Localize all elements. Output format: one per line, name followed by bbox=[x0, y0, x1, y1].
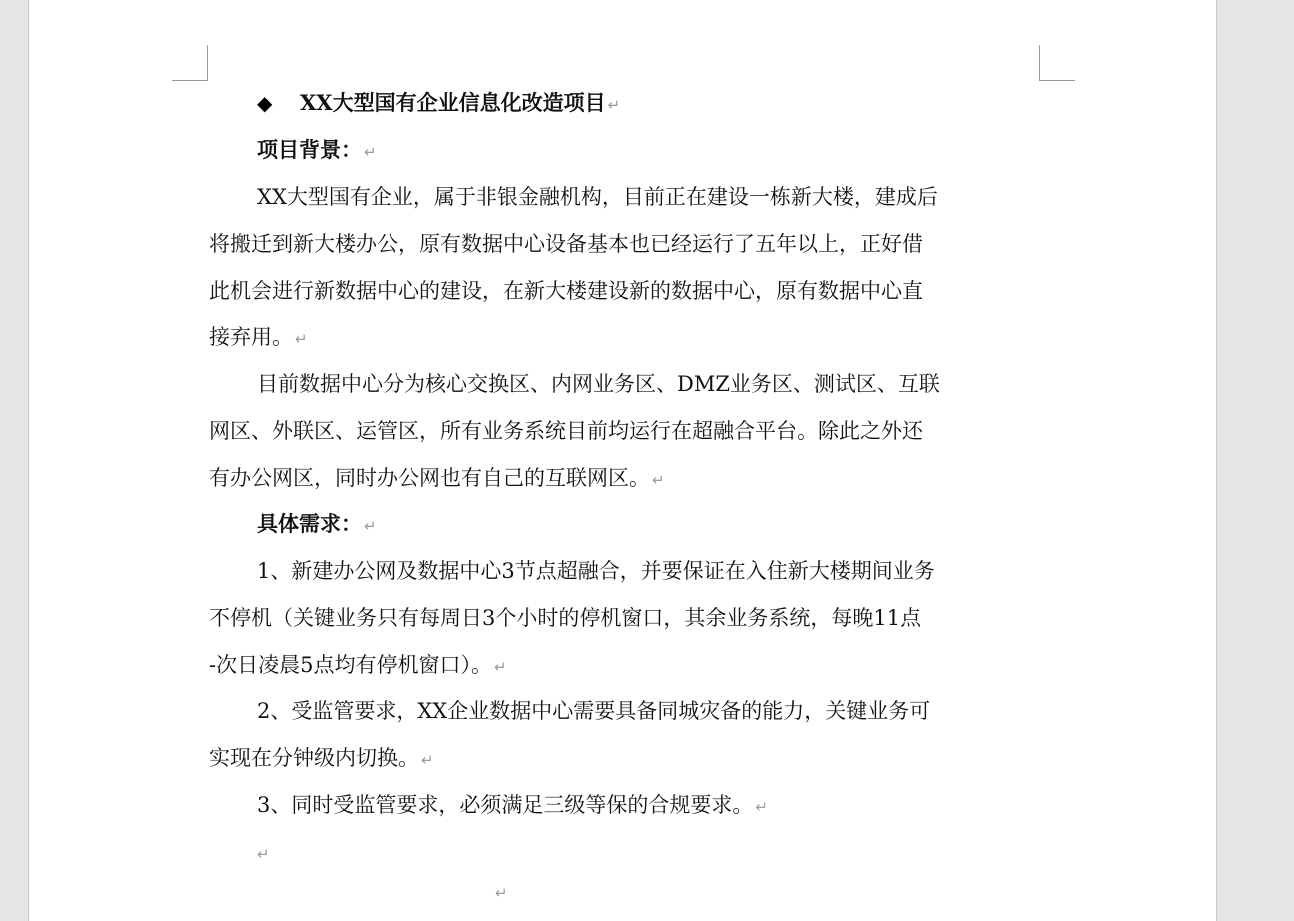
paragraph-mark-icon: ↵ bbox=[607, 96, 621, 114]
requirement-2-line-2[interactable]: 实现在分钟级内切换。 ↵ bbox=[209, 746, 434, 770]
requirement-1-line-2[interactable]: 不停机（关键业务只有每周日3个小时的停机窗口，其余业务系统，每晚11点 bbox=[209, 606, 922, 630]
empty-paragraph-centered[interactable] bbox=[493, 876, 508, 906]
requirement-1-line-1[interactable]: 1、新建办公网及数据中心3节点超融合，并要保证在入住新大楼期间业务 bbox=[257, 559, 935, 583]
paragraph-mark-icon: ↵ bbox=[257, 845, 270, 863]
paragraph-mark-icon: ↵ bbox=[364, 143, 377, 161]
paragraph-mark-icon: ↵ bbox=[493, 658, 507, 676]
paragraph-mark-icon: ↵ bbox=[495, 884, 508, 902]
crop-mark-top-left bbox=[172, 45, 208, 81]
document-page[interactable] bbox=[28, 0, 1217, 921]
project-heading[interactable]: XX大型国有企业信息化改造项目 ↵ bbox=[300, 90, 621, 115]
paragraph-mark-icon: ↵ bbox=[295, 330, 308, 348]
requirement-1-line-3[interactable]: -次日凌晨5点均有停机窗口）。 ↵ bbox=[209, 653, 507, 677]
background-line-4[interactable]: 接弃用。 ↵ bbox=[209, 325, 308, 349]
background-line-1[interactable]: XX大型国有企业，属于非银金融机构，目前正在建设一栋新大楼，建成后 bbox=[257, 185, 938, 209]
requirements-label[interactable]: 具体需求： ↵ bbox=[257, 511, 377, 536]
background-line-2[interactable]: 将搬迁到新大楼办公，原有数据中心设备基本也已经运行了五年以上，正好借 bbox=[209, 232, 923, 256]
background-line-3[interactable]: 此机会进行新数据中心的建设，在新大楼建设新的数据中心，原有数据中心直 bbox=[209, 279, 923, 303]
paragraph-mark-icon: ↵ bbox=[421, 751, 434, 769]
requirement-3-line-1[interactable]: 3、同时受监管要求，必须满足三级等保的合规要求。 ↵ bbox=[257, 793, 768, 817]
crop-mark-top-right bbox=[1039, 45, 1075, 81]
empty-paragraph[interactable] bbox=[255, 837, 270, 867]
zones-line-1[interactable]: 目前数据中心分为核心交换区、内网业务区、DMZ业务区、测试区、互联 bbox=[257, 372, 940, 396]
paragraph-mark-icon: ↵ bbox=[652, 471, 665, 489]
paragraph-mark-icon: ↵ bbox=[364, 517, 377, 535]
background-label[interactable]: 项目背景： ↵ bbox=[257, 137, 377, 162]
bullet-diamond-icon: ◆ bbox=[257, 91, 273, 115]
requirement-2-line-1[interactable]: 2、受监管要求，XX企业数据中心需要具备同城灾备的能力，关键业务可 bbox=[257, 699, 931, 723]
zones-line-3[interactable]: 有办公网区，同时办公网也有自己的互联网区。 ↵ bbox=[209, 466, 665, 490]
paragraph-mark-icon: ↵ bbox=[755, 798, 768, 816]
zones-line-2[interactable]: 网区、外联区、运管区，所有业务系统目前均运行在超融合平台。除此之外还 bbox=[209, 419, 923, 443]
